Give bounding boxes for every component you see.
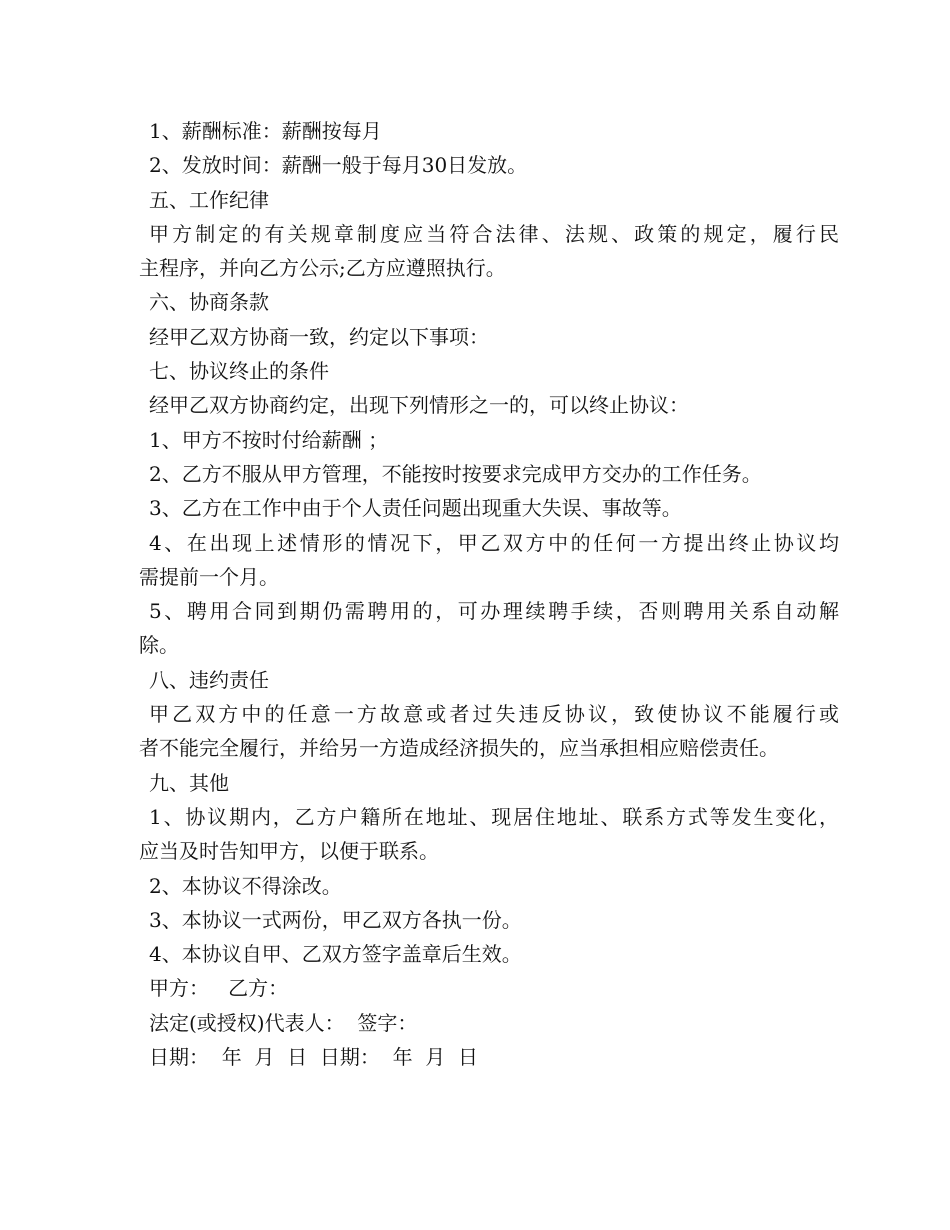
signature-representative-line: 法定(或授权)代表人： 签字： xyxy=(149,1010,418,1035)
section-heading-negotiation: 六、协商条款 xyxy=(149,290,269,315)
text-line-negotiation: 经甲乙双方协商一致，约定以下事项： xyxy=(149,324,489,349)
text-line-termination-intro: 经甲乙双方协商约定，出现下列情形之一的，可以终止协议： xyxy=(149,393,689,418)
section-heading-work-discipline: 五、工作纪律 xyxy=(149,187,269,212)
section-heading-liability: 八、违约责任 xyxy=(149,667,269,692)
text-line-other-1a: 1、协议期内，乙方户籍所在地址、现居住地址、联系方式等发生变化， xyxy=(149,804,839,829)
text-line-termination-3: 3、乙方在工作中由于个人责任问题出现重大失误、事故等。 xyxy=(149,496,682,521)
text-line-discipline-2: 主程序，并向乙方公示;乙方应遵照执行。 xyxy=(139,256,506,281)
text-line-liability-2: 者不能完全履行，并给另一方造成经济损失的，应当承担相应赔偿责任。 xyxy=(139,736,779,761)
text-line-salary-standard: 1、薪酬标准：薪酬按每月 xyxy=(149,119,382,143)
text-line-termination-1: 1、甲方不按时付给薪酬 ； xyxy=(149,427,389,452)
text-line-other-3: 3、本协议一式两份，甲乙双方各执一份。 xyxy=(149,907,522,932)
section-heading-other: 九、其他 xyxy=(149,770,229,795)
text-line-payment-time: 2、发放时间：薪酬一般于每月30日发放。 xyxy=(149,153,528,178)
signature-date-line: 日期： 年 月 日 日期： 年 月 日 xyxy=(149,1045,479,1070)
text-line-other-2: 2、本协议不得涂改。 xyxy=(149,873,342,898)
signature-parties-line: 甲方： 乙方： xyxy=(149,976,289,1001)
text-line-termination-5a: 5、聘用合同到期仍需聘用的，可办理续聘手续，否则聘用关系自动解 xyxy=(149,599,839,624)
text-line-termination-4b: 需提前一个月。 xyxy=(139,564,279,589)
text-line-other-4: 4、本协议自甲、乙双方签字盖章后生效。 xyxy=(149,942,522,967)
text-line-termination-4a: 4、在出现上述情形的情况下，甲乙双方中的任何一方提出终止协议均 xyxy=(149,530,839,555)
document-body xyxy=(139,114,839,1074)
text-line-liability-1: 甲乙双方中的任意一方故意或者过失违反协议，致使协议不能履行或 xyxy=(149,702,839,727)
text-line-other-1b: 应当及时告知甲方，以便于联系。 xyxy=(139,839,439,864)
text-line-termination-2: 2、乙方不服从甲方管理，不能按时按要求完成甲方交办的工作任务。 xyxy=(149,461,762,486)
section-heading-termination: 七、协议终止的条件 xyxy=(149,359,329,384)
text-line-discipline-1: 甲方制定的有关规章制度应当符合法律、法规、政策的规定，履行民 xyxy=(149,221,839,246)
text-line-termination-5b: 除。 xyxy=(139,633,179,658)
